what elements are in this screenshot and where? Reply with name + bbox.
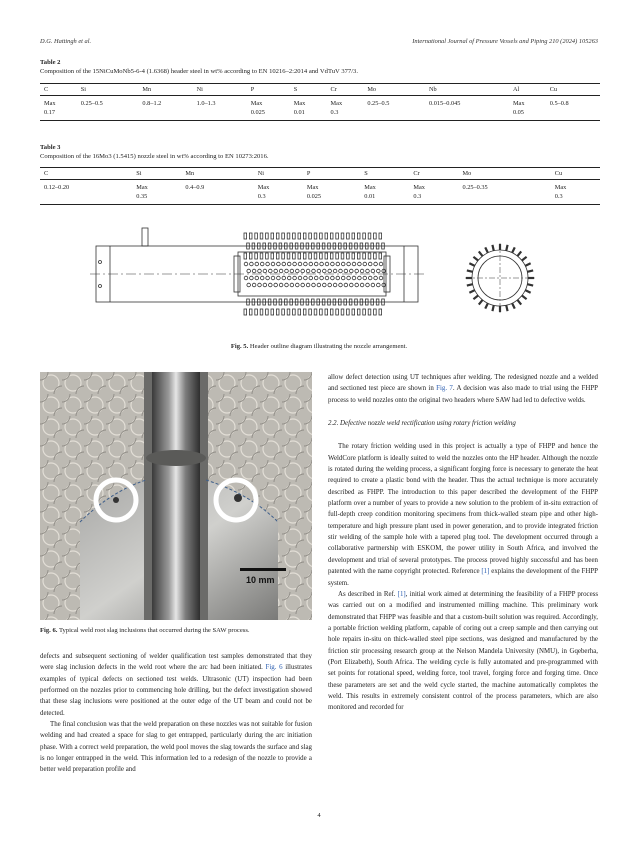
radial-nozzle xyxy=(522,257,527,261)
nozzle-hole xyxy=(269,283,273,287)
nozzle-hole xyxy=(255,262,259,266)
nozzle-hole xyxy=(293,276,297,280)
table2-col-header: Al xyxy=(509,84,546,96)
nozzle-hole xyxy=(282,262,286,266)
table2-cell: 0.25–0.5 xyxy=(77,96,139,121)
table2-col-header: Mo xyxy=(363,84,425,96)
table3-col-header: Mo xyxy=(459,168,551,180)
radial-nozzle xyxy=(512,247,515,252)
table3-cell: Max 0.3 xyxy=(254,180,303,205)
nozzle-hole xyxy=(352,262,356,266)
header-cross-section xyxy=(465,243,535,313)
table3-cell: Max 0.01 xyxy=(360,180,409,205)
nozzle-stub xyxy=(379,253,382,259)
fig6-caption xyxy=(40,627,320,634)
fig5-caption-text: Header outline diagram illustrating the nozzle arrangement. xyxy=(249,343,408,350)
nozzle-stub xyxy=(298,233,301,239)
nozzle-stub xyxy=(325,309,328,315)
nozzle-stub xyxy=(244,253,247,259)
table3-col-header: P xyxy=(303,168,360,180)
table2-cell: 0.5–0.8 xyxy=(546,96,600,121)
radial-nozzle xyxy=(485,247,488,252)
nozzle-hole xyxy=(333,269,337,273)
nozzle-stub xyxy=(282,233,285,239)
right-paragraph-1: allow defect detection using UT techniques after welding. The redesigned nozzle and a welded and sectioned test piece are shown in Fig. 7. A decision was also made to trial using the FHPP process to weld nozzles onto the original two headers where SAW had led to defective welds. xyxy=(328,374,598,404)
nozzle-hole xyxy=(379,262,383,266)
nozzle-hole xyxy=(298,262,302,266)
nozzle-hole xyxy=(336,276,340,280)
nozzle-hole xyxy=(301,283,305,287)
nozzle-hole xyxy=(277,276,281,280)
table2-cell: Max 0.01 xyxy=(290,96,327,121)
nozzle-hole xyxy=(360,283,364,287)
page-number: 4 xyxy=(317,812,321,819)
nozzle-hole xyxy=(250,262,254,266)
nozzle-hole xyxy=(331,276,335,280)
table2-col-header: C xyxy=(40,84,77,96)
nozzle-stub xyxy=(249,309,252,315)
nozzle-stub xyxy=(368,309,371,315)
table2-cell: 0.8–1.2 xyxy=(138,96,192,121)
radial-nozzle xyxy=(467,284,473,285)
table2-cell: 0.015–0.045 xyxy=(425,96,509,121)
nozzle-hole xyxy=(296,269,300,273)
nozzle-stub xyxy=(357,233,360,239)
nozzle-stub xyxy=(260,309,263,315)
section-heading-2-2: 2.2. Defective nozzle weld rectification using rotary friction welding xyxy=(328,420,516,428)
table2-caption-block xyxy=(40,58,358,76)
nozzle-hole xyxy=(287,276,291,280)
nozzle-hole xyxy=(363,262,367,266)
nozzle-hole xyxy=(368,262,372,266)
table3-header-row xyxy=(40,168,600,180)
fig6-caption-text: Typical weld root slag inclusions that occurred during the SAW process. xyxy=(58,627,250,634)
right-column xyxy=(328,372,598,714)
nozzle-hole xyxy=(363,276,367,280)
radial-nozzle xyxy=(527,270,533,271)
nozzle-hole xyxy=(328,269,332,273)
table2-cell: Max 0.3 xyxy=(327,96,364,121)
nozzle-hole xyxy=(358,276,362,280)
nozzle-hole xyxy=(325,262,329,266)
table2-col-header: Cu xyxy=(546,84,600,96)
right-paragraph-3: As described in Ref. [1], initial work aimed at determining the feasibility of a FHPP process was carried out on a modified and instrumented milling machine. This preliminary work demonstrated that FHPP was feasible and that a custom-built solution was required. Accordingly, a portable friction welding platform, capable of coring out a creep sample and then carrying out hole repairs in-situ on thick-walled steel pipe sections, was designed and manufactured by the friction stir processing research group at the Nelson Mandela University (NMU), in Gqeberha, (Port Elizabeth), South Africa. The welding cycle is fully automated and pre-programmed with set points for rotational speed, welding force, tool travel, forging force and forging time. Once these parameters are set and the weld cycle started, the machine automatically completes the weld. This results in extremely consistent control of the process parameters, which are also monitored and recorded for xyxy=(328,590,599,712)
nozzle-stub xyxy=(271,233,274,239)
nozzle-hole xyxy=(269,269,273,273)
nozzle-hole xyxy=(277,262,281,266)
radial-nozzle xyxy=(473,257,478,261)
nozzle-stub xyxy=(336,309,339,315)
nozzle-hole xyxy=(339,283,343,287)
nozzle-hole xyxy=(279,269,283,273)
nozzle-hole xyxy=(374,276,378,280)
nozzle-hole xyxy=(341,276,345,280)
nozzle-stub xyxy=(282,309,285,315)
table3-col-header: S xyxy=(360,168,409,180)
nozzle-stub xyxy=(298,309,301,315)
table2-caption: Composition of the 15NiCuMoNb5-6-4 (1.6368) header steel in wt% according to EN 10216–2:2014 and VdTuV 377/3. xyxy=(40,68,358,75)
radial-nozzle xyxy=(506,305,507,311)
nozzle-hole xyxy=(244,276,248,280)
nozzle-hole xyxy=(377,283,381,287)
table2-header-row xyxy=(40,84,600,96)
nozzle-hole xyxy=(255,276,259,280)
nozzle-hole xyxy=(252,269,256,273)
nozzle-hole xyxy=(271,262,275,266)
fig6-link[interactable]: Fig. 6 xyxy=(265,664,283,672)
nozzle-hole xyxy=(352,276,356,280)
nozzle-stub xyxy=(309,309,312,315)
nozzle-stub xyxy=(244,309,247,315)
nozzle-stub xyxy=(320,309,323,315)
nozzle-hole xyxy=(274,269,278,273)
nozzle-hole xyxy=(290,269,294,273)
table2-col-header: Cr xyxy=(327,84,364,96)
fig5-label: Fig. 5. xyxy=(230,343,249,350)
nozzle-hole xyxy=(347,276,351,280)
table2-col-header: Nb xyxy=(425,84,509,96)
scale-bar-label: 10 mm xyxy=(246,575,275,585)
nozzle-hole xyxy=(358,262,362,266)
nozzle-hole xyxy=(247,283,251,287)
fig5-caption xyxy=(0,343,638,350)
nozzle-hole xyxy=(350,269,354,273)
nozzle-hole xyxy=(290,283,294,287)
radial-nozzle xyxy=(479,300,483,305)
table3-caption: Composition of the 16Mo3 (1.5415) nozzle steel in wt% according to EN 10273:2016. xyxy=(40,153,269,160)
nozzle-stub xyxy=(303,233,306,239)
table2-col-header: Mn xyxy=(138,84,192,96)
nozzle-stub xyxy=(330,233,333,239)
nozzle-stub xyxy=(293,253,296,259)
header-outline-diagram xyxy=(90,226,560,326)
table3-cell: Max 0.3 xyxy=(551,180,600,205)
radial-nozzle xyxy=(506,245,507,251)
radial-nozzle xyxy=(517,251,521,256)
nozzle-hole xyxy=(247,269,251,273)
radial-nozzle xyxy=(525,263,530,266)
nozzle-hole xyxy=(258,283,262,287)
nozzle-stub xyxy=(341,309,344,315)
nozzle-hole xyxy=(274,283,278,287)
nozzle-stub xyxy=(330,253,333,259)
nozzle-stub xyxy=(260,233,263,239)
table3-col-header: Cu xyxy=(551,168,600,180)
nozzle-hole xyxy=(333,283,337,287)
table3-col-header: Si xyxy=(132,168,181,180)
radial-nozzle xyxy=(479,251,483,256)
nozzle-stub xyxy=(325,233,328,239)
nozzle-stub xyxy=(363,233,366,239)
nozzle-stub xyxy=(314,233,317,239)
nozzle-hole xyxy=(279,283,283,287)
nozzle-hole xyxy=(323,283,327,287)
ref1-link[interactable]: [1] xyxy=(481,568,490,576)
radial-nozzle xyxy=(527,284,533,285)
table3-label: Table 3 xyxy=(40,144,61,151)
nozzle-hole xyxy=(266,276,270,280)
nozzle-hole xyxy=(282,276,286,280)
nozzle-hole xyxy=(250,276,254,280)
radial-nozzle xyxy=(525,290,530,293)
vent-nozzle xyxy=(142,228,148,246)
nozzle-hole xyxy=(244,262,248,266)
radial-nozzle xyxy=(492,305,493,311)
nozzle-hole xyxy=(331,262,335,266)
nozzle-stub xyxy=(303,309,306,315)
nozzle-hole xyxy=(271,276,275,280)
table2-col-header: Si xyxy=(77,84,139,96)
nozzle-hole xyxy=(263,283,267,287)
radial-nozzle xyxy=(517,300,521,305)
nozzle-hole xyxy=(317,283,321,287)
table2-col-header: Ni xyxy=(193,84,247,96)
nozzle-stub xyxy=(271,309,274,315)
table3-col-header: Cr xyxy=(409,168,458,180)
nozzle-stub xyxy=(287,253,290,259)
nozzle-stub xyxy=(347,233,350,239)
nozzle-hole xyxy=(323,269,327,273)
table3-cell: Max 0.025 xyxy=(303,180,360,205)
radial-nozzle xyxy=(469,263,474,266)
table2-label: Table 2 xyxy=(40,59,61,66)
nozzle-stub xyxy=(357,309,360,315)
right-paragraph-2: The rotary friction welding used in this project is actually a type of FHPP and hence the WeldCore platform is ideally suited to weld the nozzles onto the HP header. Although the nozzle is rotated during the welding process, a significant forging force is necessary to generate the heat required to create a plastic bond with the header. Thus the actual technique is more accurately described as FHPP. The introduction to this paper described the development of the FHPP platform over a number of years to provide a new solution to the problem of in-situ extraction of full-depth creep condition monitoring specimens from thick-walled steam pipe and other high-temperature and high pressure plant used in power generation, and to provide integrated friction stir welding of the sample hole with a tapered plug tool. The development occurred through a collaborative partnership with ESKOM, the power utility in South Africa, and involved the development and trial of several prototypes. The process proved highly successful and has been patented with the name copyright protected. Reference [1] explains the development of the FHPP system. xyxy=(328,443,598,587)
nozzle-hole xyxy=(287,262,291,266)
nozzle-stub xyxy=(374,233,377,239)
nozzle-hole xyxy=(350,283,354,287)
nozzle-stub xyxy=(293,309,296,315)
table2-cell: Max 0.05 xyxy=(509,96,546,121)
table3-cell: 0.25–0.35 xyxy=(459,180,551,205)
nozzle-stub xyxy=(379,233,382,239)
table3-caption-block xyxy=(40,143,269,161)
nozzle-hole xyxy=(301,269,305,273)
nozzle-hole xyxy=(293,262,297,266)
table2 xyxy=(40,83,600,121)
nozzle-stub xyxy=(298,253,301,259)
nozzle-hole xyxy=(336,262,340,266)
nozzle-hole xyxy=(309,276,313,280)
nozzle-hole xyxy=(379,276,383,280)
nozzle-hole xyxy=(285,269,289,273)
nozzle-stub xyxy=(260,253,263,259)
nozzle-hole xyxy=(314,276,318,280)
nozzle-stub xyxy=(352,253,355,259)
nozzle-hole xyxy=(263,269,267,273)
nozzle-stub xyxy=(282,253,285,259)
nozzle-hole xyxy=(374,262,378,266)
nozzle-stub xyxy=(266,309,269,315)
nozzle-stub xyxy=(276,253,279,259)
nozzle-hole xyxy=(328,283,332,287)
radial-nozzle xyxy=(473,295,478,299)
table2-cell: Max 0.025 xyxy=(247,96,290,121)
nozzle-hole xyxy=(377,269,381,273)
nozzle-hole xyxy=(344,269,348,273)
nozzle-hole xyxy=(366,283,370,287)
nozzle-hole xyxy=(368,276,372,280)
table2-col-header: P xyxy=(247,84,290,96)
nozzle-hole xyxy=(252,283,256,287)
nozzle-hole xyxy=(320,276,324,280)
nozzle-stub xyxy=(330,309,333,315)
nozzle-hole xyxy=(306,269,310,273)
nozzle-hole xyxy=(360,269,364,273)
table3-data-row xyxy=(40,180,600,205)
nozzle-hole xyxy=(344,283,348,287)
left-paragraph-1: defects and subsequent sectioning of welder qualification test samples demonstrated that they were slag inclusion defects in the weld root where the arc had been initiated. Fig. 6 illustrates examples of typical defects on sectioned test welds. Ultrasonic (UT) inspection had been performed on the nozzles prior to commencing hole drilling, but the defect investigation showed that these slag inclusions were positioned at the outer edge of the UT beam and could not be detected. xyxy=(40,653,313,717)
nozzle-hole xyxy=(309,262,313,266)
nozzle-stub xyxy=(244,233,247,239)
nozzle-stub xyxy=(336,253,339,259)
nozzle-hole xyxy=(317,269,321,273)
nozzle-stub xyxy=(309,233,312,239)
left-paragraph-2: The final conclusion was that the weld preparation on these nozzles was not suitable for fusion welding and had created a space for slag to get entrapped, particularly during the arc initiation phase. With a correct weld preparation, the weld pool moves the slag towards the surface and slag is no longer entrapped in the weld. This information led to a redesign of the nozzle to provide a better weld preparation profile and xyxy=(40,721,312,774)
nozzle-hole xyxy=(312,283,316,287)
nozzle-hole xyxy=(371,283,375,287)
nozzle-stub xyxy=(320,233,323,239)
table3-cell: 0.4–0.9 xyxy=(181,180,253,205)
nozzle-hole xyxy=(312,269,316,273)
nozzle-hole xyxy=(258,269,262,273)
nozzle-stub xyxy=(314,309,317,315)
table3-col-header: Ni xyxy=(254,168,303,180)
nozzle-stub xyxy=(368,233,371,239)
nozzle-stub xyxy=(255,233,258,239)
nozzle-stub xyxy=(347,309,350,315)
nozzle-stub xyxy=(374,253,377,259)
radial-nozzle xyxy=(469,290,474,293)
nozzle-hole xyxy=(260,276,264,280)
running-header-authors: D.G. Hattingh et al. xyxy=(40,38,92,45)
nozzle-stub xyxy=(347,253,350,259)
nozzle-hole xyxy=(304,276,308,280)
nozzle-hole xyxy=(285,283,289,287)
radial-nozzle xyxy=(485,303,488,308)
nozzle-stub xyxy=(341,253,344,259)
nozzle-stub xyxy=(363,309,366,315)
nozzle-stub xyxy=(255,253,258,259)
nozzle-hole xyxy=(314,262,318,266)
running-header-journal: International Journal of Pressure Vessels and Piping 210 (2024) 105263 xyxy=(412,38,598,45)
nozzle-hole xyxy=(306,283,310,287)
nozzle-stub xyxy=(325,253,328,259)
nozzle-hole xyxy=(366,269,370,273)
table2-data-row xyxy=(40,96,600,121)
nozzle-stub xyxy=(255,309,258,315)
ref1-link-2[interactable]: [1] xyxy=(397,590,406,598)
nozzle-stub xyxy=(271,253,274,259)
table2-cell: 1.0–1.3 xyxy=(193,96,247,121)
nozzle-stub xyxy=(249,253,252,259)
table2-col-header: S xyxy=(290,84,327,96)
nozzle-stub xyxy=(276,309,279,315)
table3-cell: Max 0.3 xyxy=(409,180,458,205)
nozzle-stub xyxy=(374,309,377,315)
nozzle-hole xyxy=(325,276,329,280)
table2-cell: Max 0.17 xyxy=(40,96,77,121)
table3-col-header: C xyxy=(40,168,132,180)
table3-col-header: Mn xyxy=(181,168,253,180)
nozzle-hole xyxy=(371,269,375,273)
nozzle-stub xyxy=(309,253,312,259)
left-column xyxy=(40,651,312,776)
weld-slag-photo xyxy=(40,372,312,620)
radial-nozzle xyxy=(512,303,515,308)
nozzle-stub xyxy=(352,233,355,239)
nozzle-stub xyxy=(368,253,371,259)
nozzle-stub xyxy=(287,309,290,315)
nozzle-hole xyxy=(304,262,308,266)
nozzle-stub xyxy=(379,309,382,315)
nozzle-stub xyxy=(303,253,306,259)
fig7-link[interactable]: Fig. 7 xyxy=(436,385,453,393)
nozzle-stub xyxy=(293,233,296,239)
nozzle-stub xyxy=(357,253,360,259)
radial-nozzle xyxy=(467,270,473,271)
nozzle-hole xyxy=(266,262,270,266)
nozzle-stub xyxy=(314,253,317,259)
nozzle-hole xyxy=(320,262,324,266)
nozzle-hole xyxy=(260,262,264,266)
nozzle-stub xyxy=(276,233,279,239)
table3-cell: Max 0.35 xyxy=(132,180,181,205)
nozzle-stub xyxy=(341,233,344,239)
nozzle-hole xyxy=(298,276,302,280)
nozzle-hole xyxy=(355,283,359,287)
table2-cell: 0.25–0.5 xyxy=(363,96,425,121)
nozzle-hole xyxy=(347,262,351,266)
nozzle-hole xyxy=(296,283,300,287)
radial-nozzle xyxy=(492,245,493,251)
table3-cell: 0.12–0.20 xyxy=(40,180,132,205)
nozzle-hole xyxy=(341,262,345,266)
nozzle-stub xyxy=(249,233,252,239)
table3 xyxy=(40,167,600,205)
nozzle-hole xyxy=(355,269,359,273)
nozzle-hole xyxy=(339,269,343,273)
nozzle-stub xyxy=(266,233,269,239)
nozzle-stub xyxy=(287,233,290,239)
nozzle-stub xyxy=(352,309,355,315)
radial-nozzle xyxy=(522,295,527,299)
nozzle-stub xyxy=(266,253,269,259)
nozzle-stub xyxy=(363,253,366,259)
fig6-label: Fig. 6. xyxy=(40,627,58,634)
nozzle-stub xyxy=(320,253,323,259)
nozzle-stub xyxy=(336,233,339,239)
